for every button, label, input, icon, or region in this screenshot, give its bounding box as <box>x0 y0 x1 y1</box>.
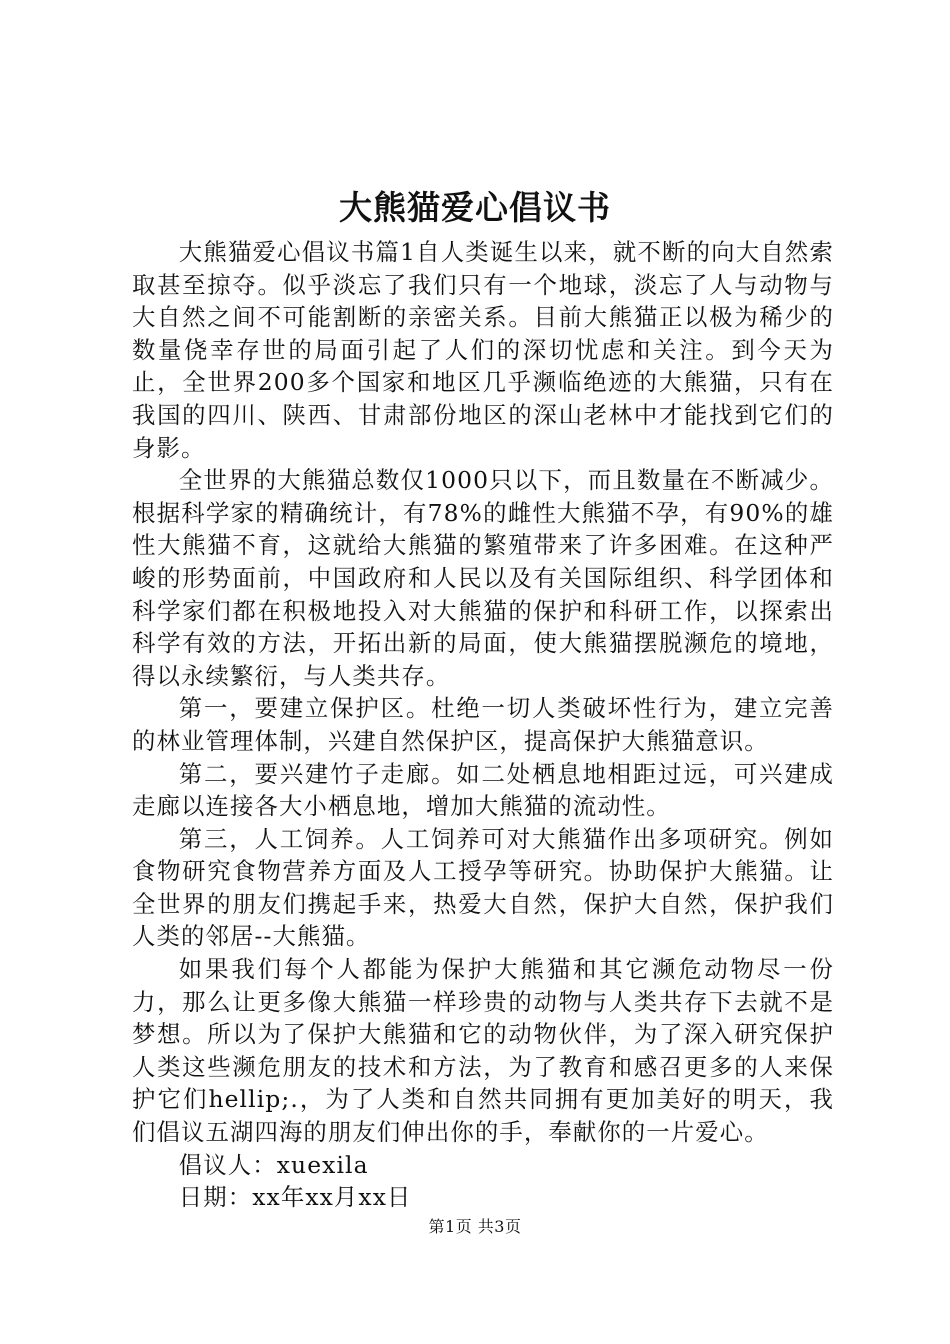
date-line: 日期：xx年xx月xx日 <box>178 1183 412 1212</box>
paragraph-1: 大熊猫爱心倡议书篇1自人类诞生以来，就不断的向大自然索取甚至掠夺。似乎淡忘了我们只有一个地球，淡忘了人与动物与大自然之间不可能割断的亲密关系。目前大熊猫正以极为稀少的数量侥幸存世的局面引起了人们的深切忧虑和关注。到今天为止，全世界200多个国家和地区几乎濒临绝迹的大熊猫，只有在我国的四川、陕西、甘肃部份地区的深山老林中才能找到它们的身影。 <box>132 238 834 462</box>
paragraph-5: 第三，人工饲养。人工饲养可对大熊猫作出多项研究。例如食物研究食物营养方面及人工授孕等研究。协助保护大熊猫。让全世界的朋友们携起手来，热爱大自然，保护大自然，保护我们人类的邻居--大熊猫。 <box>132 824 834 951</box>
page-number-footer: 第1页 共3页 <box>428 1217 522 1236</box>
paragraph-4: 第二，要兴建竹子走廊。如二处栖息地相距过远，可兴建成走廊以连接各大小栖息地，增加大熊猫的流动性。 <box>132 759 834 821</box>
document-title: 大熊猫爱心倡议书 <box>339 188 611 227</box>
paragraph-2: 全世界的大熊猫总数仅1000只以下，而且数量在不断减少。根据科学家的精确统计，有78%的雌性大熊猫不孕，有90%的雄性大熊猫不育，这就给大熊猫的繁殖带来了许多困难。在这种严峻的形势面前，中国政府和人民以及有关国际组织、科学团体和科学家们都在积极地投入对大熊猫的保护和科研工作，以探索出科学有效的方法，开拓出新的局面，使大熊猫摆脱濒危的境地，得以永续繁衍，与人类共存。 <box>132 466 834 690</box>
document-body <box>132 236 834 1214</box>
proposer-line: 倡议人：xuexila <box>178 1150 369 1179</box>
paragraph-6: 如果我们每个人都能为保护大熊猫和其它濒危动物尽一份力，那么让更多像大熊猫一样珍贵的动物与人类共存下去就不是梦想。所以为了保护大熊猫和它的动物伙伴，为了深入研究保护人类这些濒危朋友的技术和方法，为了教育和感召更多的人来保护它们hellip;.，为了人类和自然共同拥有更加美好的明天，我们倡议五湖四海的朋友们伸出你的手，奉献你的一片爱心。 <box>132 955 834 1147</box>
paragraph-3: 第一，要建立保护区。杜绝一切人类破坏性行为，建立完善的林业管理体制，兴建自然保护区，提高保护大熊猫意识。 <box>132 694 834 755</box>
